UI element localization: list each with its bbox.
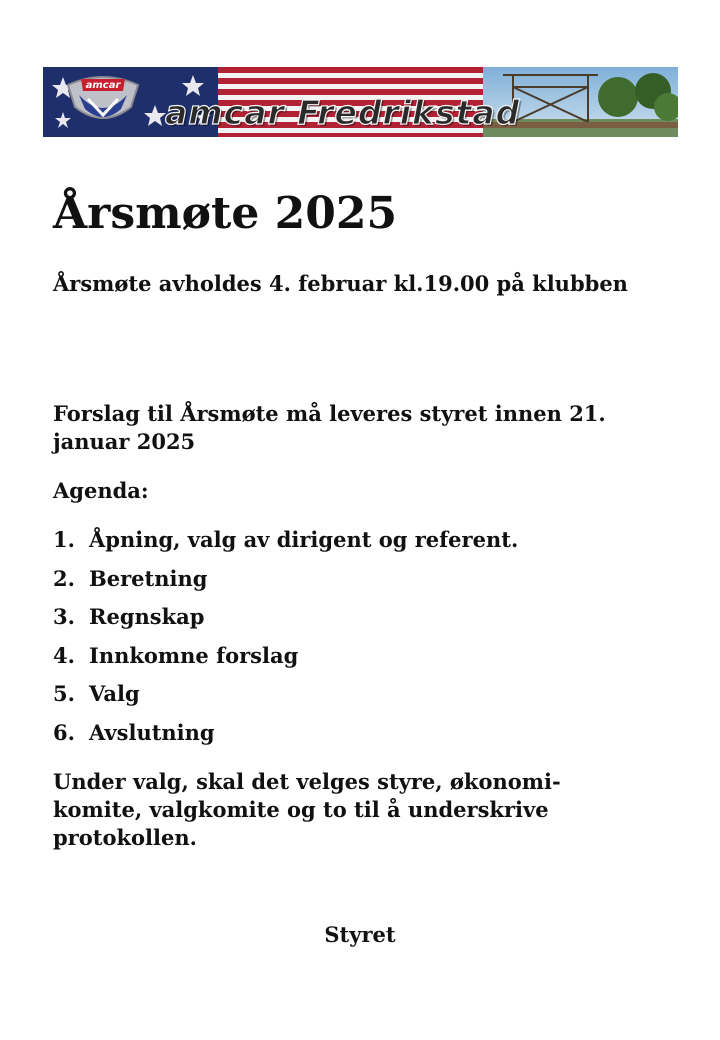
agenda-item-text: Beretning [89, 565, 208, 591]
agenda-label: Agenda: [53, 478, 149, 503]
agenda-item [53, 563, 518, 602]
agenda-item-text: Valg [89, 681, 140, 706]
banner-title: amcar Fredrikstad [165, 93, 521, 132]
meeting-info: Årsmøte avholdes 4. februar kl.19.00 på klubben [53, 271, 628, 296]
agenda-item-number: 2. [53, 565, 75, 591]
proposal-deadline: Forslag til Årsmøte må leveres styret innen 21. januar 2025 [53, 401, 606, 454]
header-banner [43, 67, 678, 137]
agenda-item [53, 678, 518, 717]
agenda-item-text: Regnskap [89, 604, 205, 629]
logo-badge-text: amcar [85, 80, 121, 91]
signature: Styret [324, 922, 396, 947]
agenda-item-number: 3. [53, 604, 75, 629]
agenda-item [53, 601, 518, 640]
agenda-item-text: Åpning, valg av dirigent og referent. [89, 527, 519, 552]
election-note: Under valg, skal det velges styre, økonomi-komite, valgkomite og to til å underskrive protokollen. [53, 769, 561, 850]
agenda-item [53, 524, 518, 563]
agenda-item-number: 5. [53, 681, 75, 706]
agenda-item [53, 717, 518, 756]
agenda-item-text: Avslutning [89, 719, 215, 745]
agenda-item-number: 1. [53, 527, 75, 552]
agenda-item-number: 6. [53, 719, 75, 745]
agenda-list [53, 524, 518, 755]
agenda-item [53, 640, 518, 679]
page-title: Årsmøte 2025 [53, 188, 398, 239]
agenda-item-number: 4. [53, 642, 75, 668]
agenda-item-text: Innkomne forslag [89, 642, 299, 668]
